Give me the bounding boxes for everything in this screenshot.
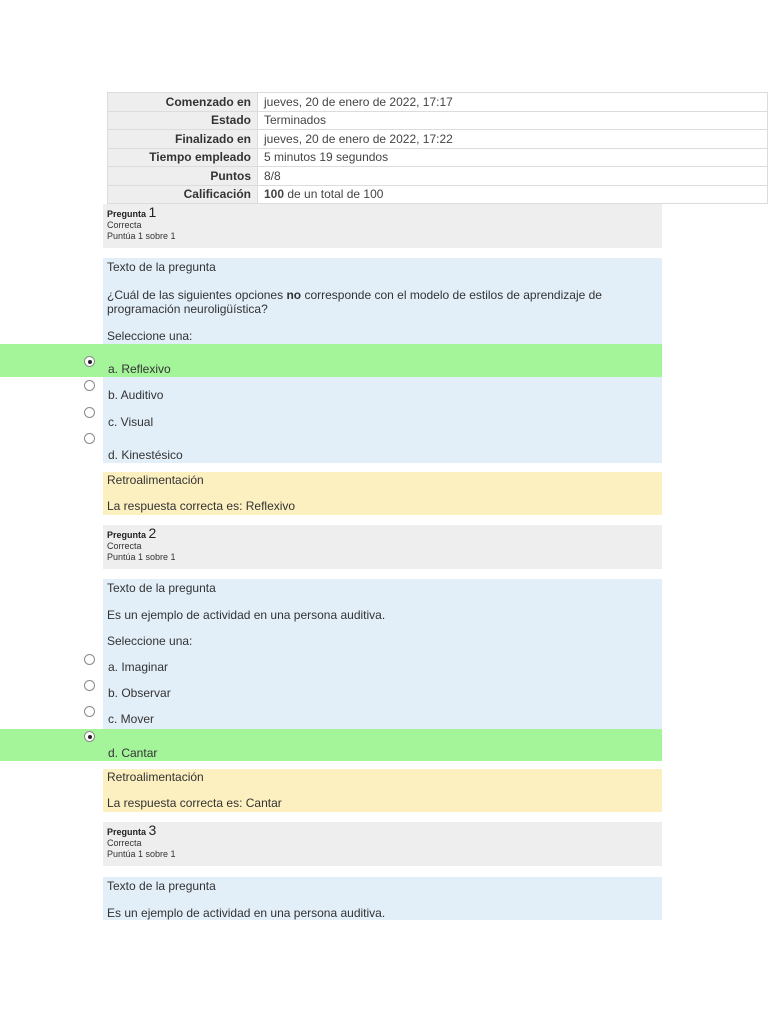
question-prefix: Pregunta <box>107 209 147 219</box>
question-2-feedback <box>103 769 662 812</box>
radio-button[interactable] <box>84 433 95 444</box>
question-number <box>107 824 658 838</box>
question-number-value: 3 <box>148 822 157 838</box>
question-state: Correcta <box>107 541 142 551</box>
summary-row <box>108 167 768 186</box>
answer-option-label[interactable]: d. Kinestésico <box>108 448 183 462</box>
answer-option-label[interactable]: b. Observar <box>108 686 171 700</box>
answer-option-label[interactable]: a. Reflexivo <box>108 362 171 376</box>
answer-option-row[interactable] <box>0 729 662 761</box>
feedback-heading: Retroalimentación <box>107 770 204 784</box>
answer-option-label[interactable]: a. Imaginar <box>108 660 169 674</box>
radio-button[interactable] <box>84 407 95 418</box>
radio-button[interactable] <box>84 680 95 691</box>
summary-row <box>108 148 768 167</box>
summary-value: 8/8 <box>258 167 768 186</box>
summary-label: Calificación <box>108 185 258 204</box>
feedback-text: La respuesta correcta es: Reflexivo <box>107 499 296 513</box>
question-grade: Puntúa 1 sobre 1 <box>107 849 176 859</box>
question-grade: Puntúa 1 sobre 1 <box>107 552 176 562</box>
question-prefix: Pregunta <box>107 827 147 837</box>
question-1-info <box>103 204 662 248</box>
question-text-heading: Texto de la pregunta <box>107 260 216 274</box>
question-2-content <box>103 579 662 729</box>
radio-button[interactable] <box>84 654 95 665</box>
answer-option-label[interactable]: b. Auditivo <box>108 388 164 402</box>
feedback-heading: Retroalimentación <box>107 473 204 487</box>
grade-total: de un total de 100 <box>284 187 384 202</box>
summary-value: Terminados <box>258 111 768 130</box>
question-number-value: 2 <box>148 525 157 541</box>
summary-value <box>258 185 768 204</box>
question-text-heading: Texto de la pregunta <box>107 879 216 893</box>
attempt-summary-table <box>107 92 768 204</box>
question-1-feedback <box>103 472 662 515</box>
question-number-value: 1 <box>148 204 157 220</box>
answer-option-label[interactable]: d. Cantar <box>108 746 158 760</box>
question-prefix: Pregunta <box>107 530 147 540</box>
question-1-content <box>103 258 662 344</box>
radio-button-selected[interactable] <box>84 731 95 742</box>
select-prompt: Seleccione una: <box>107 329 193 343</box>
question-number <box>107 527 658 541</box>
question-text: Es un ejemplo de actividad en una persona auditiva. <box>107 906 386 920</box>
question-text-heading: Texto de la pregunta <box>107 581 216 595</box>
question-text-part: corresponde con el modelo de estilos de aprendizaje de programación neuroligüística? <box>107 288 602 316</box>
question-text-emphasis: no <box>286 288 302 302</box>
answer-options-background <box>103 377 662 463</box>
radio-button[interactable] <box>84 706 95 717</box>
summary-label: Tiempo empleado <box>108 148 258 167</box>
question-grade: Puntúa 1 sobre 1 <box>107 231 176 241</box>
summary-row <box>108 93 768 112</box>
summary-value: jueves, 20 de enero de 2022, 17:17 <box>258 93 768 112</box>
select-prompt: Seleccione una: <box>107 634 193 648</box>
answer-option-label[interactable]: c. Mover <box>108 712 155 726</box>
question-state: Correcta <box>107 838 142 848</box>
summary-row <box>108 185 768 204</box>
summary-row <box>108 130 768 149</box>
question-text-part: ¿Cuál de las siguientes opciones <box>107 288 287 302</box>
radio-button[interactable] <box>84 380 95 391</box>
grade-value: 100 <box>264 187 285 202</box>
answer-option-row[interactable] <box>0 344 662 377</box>
summary-value: jueves, 20 de enero de 2022, 17:22 <box>258 130 768 149</box>
question-text <box>107 288 656 316</box>
summary-label: Puntos <box>108 167 258 186</box>
feedback-text: La respuesta correcta es: Cantar <box>107 796 282 810</box>
answer-option-label[interactable]: c. Visual <box>108 415 154 429</box>
question-text: Es un ejemplo de actividad en una persona auditiva. <box>107 608 386 622</box>
summary-label: Estado <box>108 111 258 130</box>
summary-row <box>108 111 768 130</box>
radio-button-selected[interactable] <box>84 356 95 367</box>
question-3-content <box>103 877 662 920</box>
question-2-info <box>103 525 662 569</box>
summary-label: Finalizado en <box>108 130 258 149</box>
question-state: Correcta <box>107 220 142 230</box>
question-3-info <box>103 822 662 866</box>
summary-label: Comenzado en <box>108 93 258 112</box>
question-number <box>107 206 658 220</box>
summary-value: 5 minutos 19 segundos <box>258 148 768 167</box>
